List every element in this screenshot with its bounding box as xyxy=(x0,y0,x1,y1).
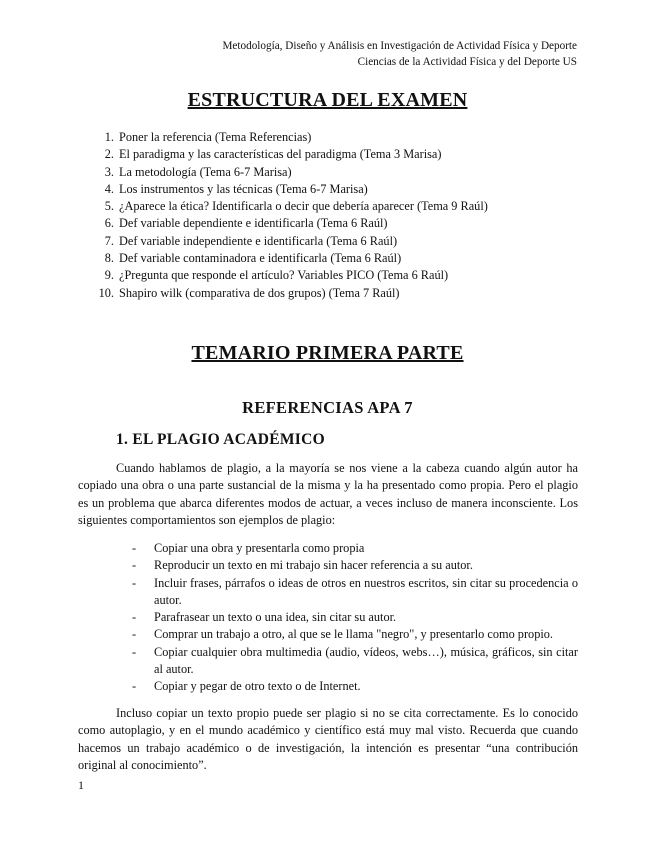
section-heading: REFERENCIAS APA 7 xyxy=(242,398,413,417)
bullet-dash: - xyxy=(132,679,137,694)
list-item xyxy=(132,626,578,643)
list-number: 7. xyxy=(104,233,114,248)
list-item xyxy=(132,557,578,574)
list-text: Copiar una obra y presentarla como propia xyxy=(154,541,365,555)
list-item xyxy=(90,181,488,198)
bullet-dash: - xyxy=(132,627,137,642)
page-number: 1 xyxy=(78,778,84,792)
exam-structure-heading: ESTRUCTURA DEL EXAMEN xyxy=(187,89,468,111)
bullet-dash: - xyxy=(132,575,137,590)
list-text: Shapiro wilk (comparativa de dos grupos) (Tema 7 Raúl) xyxy=(119,285,400,300)
list-item xyxy=(132,540,578,557)
list-text: Reproducir un texto en mi trabajo sin hacer referencia a su autor. xyxy=(154,558,473,573)
list-item xyxy=(132,644,578,679)
exam-structure-list xyxy=(90,129,488,302)
list-item xyxy=(90,146,488,163)
plagiarism-examples-list xyxy=(132,540,578,696)
list-number: 10. xyxy=(98,285,114,300)
list-text: Copiar cualquier obra multimedia (audio, vídeos, webs…), música, gráficos, sin citar al autor. xyxy=(154,644,578,677)
syllabus-heading: TEMARIO PRIMERA PARTE xyxy=(191,342,464,364)
list-item xyxy=(132,678,578,695)
bullet-dash: - xyxy=(132,610,137,625)
list-number: 2. xyxy=(104,147,114,162)
list-item xyxy=(132,609,578,626)
list-text: ¿Pregunta que responde el artículo? Variables PICO (Tema 6 Raúl) xyxy=(119,268,449,283)
list-number: 1. xyxy=(104,130,114,144)
list-text: Def variable dependiente e identificarla (Tema 6 Raúl) xyxy=(119,216,388,231)
bullet-dash: - xyxy=(132,541,137,555)
bullet-dash: - xyxy=(132,558,137,573)
list-text: ¿Aparece la ética? Identificarla o decir que debería aparecer (Tema 9 Raúl) xyxy=(119,199,488,214)
subsection-heading: 1. EL PLAGIO ACADÉMICO xyxy=(116,431,325,448)
list-item xyxy=(90,285,488,302)
header-degree: Ciencias de la Actividad Física y del Deporte US xyxy=(357,56,577,68)
list-text: Incluir frases, párrafos o ideas de otros en nuestros escritos, sin citar su procedencia o autor. xyxy=(154,575,578,607)
list-item xyxy=(90,164,488,181)
list-number: 4. xyxy=(104,181,114,196)
list-text: Poner la referencia (Tema Referencias) xyxy=(119,130,312,144)
list-item xyxy=(90,250,488,267)
list-item xyxy=(90,198,488,215)
list-text: Copiar y pegar de otro texto o de Internet. xyxy=(154,679,361,694)
list-item xyxy=(132,575,578,610)
header-course-title: Metodología, Diseño y Análisis en Investigación de Actividad Física y Deporte xyxy=(222,40,577,52)
bullet-dash: - xyxy=(132,644,137,659)
list-text: Def variable independiente e identificarla (Tema 6 Raúl) xyxy=(119,233,398,248)
list-text: Los instrumentos y las técnicas (Tema 6-7 Marisa) xyxy=(119,181,368,196)
list-text: La metodología (Tema 6-7 Marisa) xyxy=(119,164,292,179)
list-item xyxy=(90,129,488,146)
list-text: Def variable contaminadora e identificarla (Tema 6 Raúl) xyxy=(119,251,402,266)
self-plagiarism-paragraph: Incluso copiar un texto propio puede ser plagio si no se cita correctamente. Es lo conocido como autoplagio, y en el mundo académico y científico está muy mal visto. Recuerda que cuando hacemos un trabajo académico o de investigación, la intención es presentar “una contribución original al conocimiento”. xyxy=(78,706,578,772)
list-number: 6. xyxy=(104,216,114,231)
list-item xyxy=(90,215,488,232)
list-number: 5. xyxy=(104,199,114,214)
plagiarism-intro-paragraph: Cuando hablamos de plagio, a la mayoría se nos viene a la cabeza cuando algún autor ha copiado una obra o una parte sustancial de la misma y la ha presentado como propia. Pero el plagio es un problema que abarca diferentes modos de actuar, a veces incluso de manera inconsciente. Los siguientes comportamientos son ejemplos de plagio: xyxy=(78,461,578,527)
list-number: 9. xyxy=(104,268,114,283)
list-item xyxy=(90,267,488,284)
list-text: Parafrasear un texto o una idea, sin citar su autor. xyxy=(154,610,397,625)
list-number: 8. xyxy=(104,251,114,266)
list-number: 3. xyxy=(104,164,114,179)
list-text: El paradigma y las características del paradigma (Tema 3 Marisa) xyxy=(119,147,442,162)
list-item xyxy=(90,233,488,250)
list-text: Comprar un trabajo a otro, al que se le llama "negro", y presentarlo como propio. xyxy=(154,627,553,642)
running-header xyxy=(222,38,577,70)
